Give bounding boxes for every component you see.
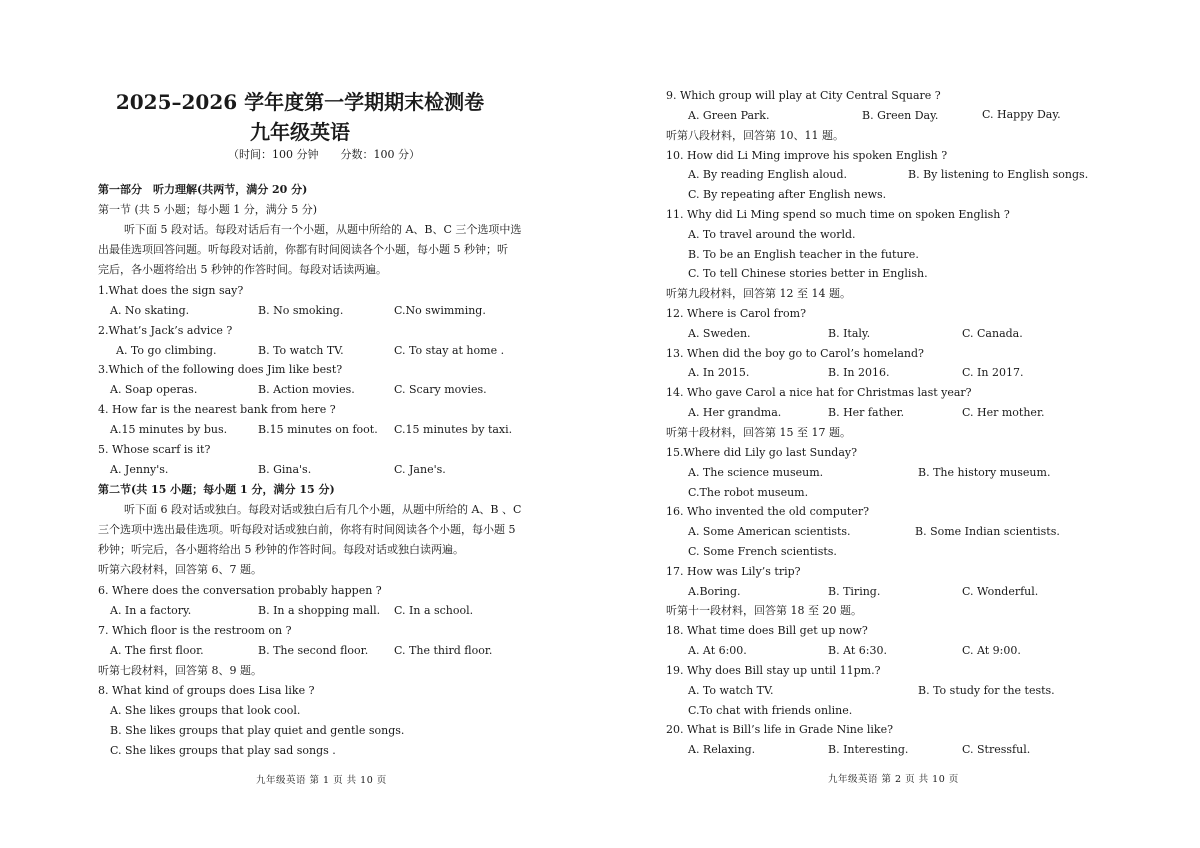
question-9-option-b: B. Green Day. (862, 109, 939, 122)
section1-heading: 第一节 (共 5 小题；每小题 1 分，满分 5 分) (98, 203, 318, 216)
material-6-note: 听第六段材料，回答第 6、7 题。 (98, 563, 262, 576)
question-5-option-c: C. Jane's. (394, 463, 446, 476)
question-14-option-c: C. Her mother. (962, 406, 1045, 419)
question-7: 7. Which floor is the restroom on ? (98, 624, 292, 637)
exam-subtitle: 九年级英语 (250, 120, 350, 144)
section2-heading: 第二节(共 15 小题；每小题 1 分，满分 15 分) (98, 483, 335, 496)
section2-instruction-3: 秒钟；听完后，各小题将给出 5 秒钟的作答时间。每段对话或独白读两遍。 (98, 543, 464, 556)
material-9-note: 听第九段材料，回答第 12 至 14 题。 (666, 287, 851, 300)
question-15-option-c: C.The robot museum. (688, 486, 809, 499)
time-score: （时间：100 分钟 分数：100 分） (228, 148, 420, 161)
question-20-option-c: C. Stressful. (962, 743, 1031, 756)
question-20-option-b: B. Interesting. (828, 743, 909, 756)
question-18-option-c: C. At 9:00. (962, 644, 1021, 657)
section2-instruction-1: 听下面 6 段对话或独白。每段对话或独白后有几个小题，从题中所给的 A、B 、C (124, 503, 522, 516)
question-6-option-a: A. In a factory. (110, 604, 192, 617)
question-10-option-c: C. By repeating after English news. (688, 188, 887, 201)
question-8-option-c: C. She likes groups that play sad songs . (110, 744, 336, 757)
material-8-note: 听第八段材料，回答第 10、11 题。 (666, 129, 844, 142)
section1-instruction-1: 听下面 5 段对话。每段对话后有一个小题，从题中所给的 A、B、C 三个选项中选 (124, 223, 522, 236)
question-13-option-b: B. In 2016. (828, 366, 890, 379)
question-11-option-b: B. To be an English teacher in the future. (688, 248, 919, 261)
question-11-option-a: A. To travel around the world. (688, 228, 856, 241)
section1-instruction-3: 完后，各小题将给出 5 秒钟的作答时间。每段对话读两遍。 (98, 263, 387, 276)
question-12: 12. Where is Carol from? (666, 307, 806, 320)
question-19-option-b: B. To study for the tests. (918, 684, 1055, 697)
question-16-option-b: B. Some Indian scientists. (915, 525, 1060, 538)
question-8: 8. What kind of groups does Lisa like ? (98, 684, 315, 697)
question-17-option-a: A.Boring. (688, 585, 741, 598)
question-15: 15.Where did Lily go last Sunday? (666, 446, 858, 459)
question-5: 5. Whose scarf is it? (98, 443, 211, 456)
question-16-option-c: C. Some French scientists. (688, 545, 837, 558)
question-17: 17. How was Lily’s trip? (666, 565, 801, 578)
question-5-option-b: B. Gina's. (258, 463, 312, 476)
material-10-note: 听第十段材料，回答第 15 至 17 题。 (666, 426, 851, 439)
question-2-option-a: A. To go climbing. (116, 344, 217, 357)
question-9-option-c: C. Happy Day. (982, 108, 1061, 121)
question-4: 4. How far is the nearest bank from here ? (98, 403, 336, 416)
question-2-option-b: B. To watch TV. (258, 344, 344, 357)
question-13: 13. When did the boy go to Carol’s homeland? (666, 347, 924, 360)
question-1-option-a: A. No skating. (110, 304, 190, 317)
question-6: 6. Where does the conversation probably happen ? (98, 584, 382, 597)
question-1: 1.What does the sign say? (98, 284, 244, 297)
question-3: 3.Which of the following does Jim like best? (98, 363, 343, 376)
question-16-option-a: A. Some American scientists. (688, 525, 851, 538)
question-3-option-c: C. Scary movies. (394, 383, 487, 396)
section2-instruction-2: 三个选项中选出最佳选项。听每段对话或独白前，你将有时间阅读各个小题，每小题 5 (98, 523, 516, 536)
question-3-option-a: A. Soap operas. (110, 383, 198, 396)
question-5-option-a: A. Jenny's. (110, 463, 169, 476)
exam-title: 2025–2026 学年度第一学期期末检测卷 (115, 90, 485, 114)
question-7-option-b: B. The second floor. (258, 644, 369, 657)
question-7-option-c: C. The third floor. (394, 644, 493, 657)
question-9-option-a: A. Green Park. (688, 109, 770, 122)
page-footer: 九年级英语 第 2 页 共 10 页 (828, 774, 959, 785)
question-4-option-c: C.15 minutes by taxi. (394, 423, 513, 436)
question-17-option-c: C. Wonderful. (962, 585, 1039, 598)
page-2 (600, 0, 1200, 848)
question-1-option-c: C.No swimming. (394, 304, 486, 317)
question-10-option-a: A. By reading English aloud. (688, 168, 847, 181)
question-11: 11. Why did Li Ming spend so much time on spoken English ? (666, 208, 1010, 221)
question-19-option-c: C.To chat with friends online. (688, 704, 853, 717)
question-18-option-b: B. At 6:30. (828, 644, 887, 657)
question-20-option-a: A. Relaxing. (688, 743, 756, 756)
part1-heading: 第一部分 听力理解(共两节，满分 20 分) (98, 183, 308, 196)
question-14-option-a: A. Her grandma. (688, 406, 782, 419)
question-12-option-c: C. Canada. (962, 327, 1023, 340)
question-15-option-a: A. The science museum. (688, 466, 824, 479)
question-14: 14. Who gave Carol a nice hat for Christmas last year? (666, 386, 972, 399)
question-2: 2.What’s Jack’s advice ? (98, 324, 233, 337)
question-6-option-c: C. In a school. (394, 604, 474, 617)
question-19-option-a: A. To watch TV. (688, 684, 774, 697)
material-11-note: 听第十一段材料，回答第 18 至 20 题。 (666, 604, 862, 617)
question-13-option-c: C. In 2017. (962, 366, 1024, 379)
question-1-option-b: B. No smoking. (258, 304, 344, 317)
question-12-option-b: B. Italy. (828, 327, 871, 340)
question-7-option-a: A. The first floor. (110, 644, 204, 657)
question-14-option-b: B. Her father. (828, 406, 905, 419)
question-4-option-b: B.15 minutes on foot. (258, 423, 378, 436)
question-12-option-a: A. Sweden. (688, 327, 751, 340)
question-10: 10. How did Li Ming improve his spoken English ? (666, 149, 948, 162)
question-2-option-c: C. To stay at home . (394, 344, 505, 357)
question-20: 20. What is Bill’s life in Grade Nine like? (666, 723, 893, 736)
question-18: 18. What time does Bill get up now? (666, 624, 868, 637)
question-16: 16. Who invented the old computer? (666, 505, 869, 518)
material-7-note: 听第七段材料，回答第 8、9 题。 (98, 664, 262, 677)
question-17-option-b: B. Tiring. (828, 585, 881, 598)
question-15-option-b: B. The history museum. (918, 466, 1051, 479)
question-13-option-a: A. In 2015. (688, 366, 750, 379)
question-6-option-b: B. In a shopping mall. (258, 604, 381, 617)
question-4-option-a: A.15 minutes by bus. (110, 423, 228, 436)
section1-instruction-2: 出最佳选项回答问题。听每段对话前，你都有时间阅读各个小题，每小题 5 秒钟；听 (98, 243, 508, 256)
question-8-option-a: A. She likes groups that look cool. (110, 704, 301, 717)
question-19: 19. Why does Bill stay up until 11pm.? (666, 664, 881, 677)
question-18-option-a: A. At 6:00. (688, 644, 747, 657)
question-9: 9. Which group will play at City Central Square ? (666, 89, 941, 102)
question-10-option-b: B. By listening to English songs. (908, 168, 1089, 181)
question-3-option-b: B. Action movies. (258, 383, 355, 396)
question-11-option-c: C. To tell Chinese stories better in English. (688, 267, 928, 280)
question-8-option-b: B. She likes groups that play quiet and gentle songs. (110, 724, 405, 737)
page-footer: 九年级英语 第 1 页 共 10 页 (256, 775, 387, 786)
